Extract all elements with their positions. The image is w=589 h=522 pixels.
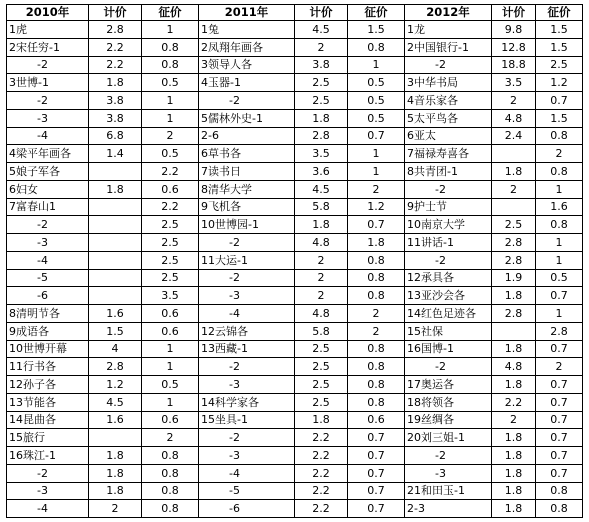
postage-2012: 0.8 [536, 216, 583, 234]
postage-2010: 0.8 [142, 500, 199, 518]
postage-2011: 0.8 [348, 269, 405, 287]
item-name-2012: 10南京大学 [405, 216, 492, 234]
item-name-2010: 15旅行 [7, 429, 89, 447]
item-name-2011: -2 [199, 358, 295, 376]
postage-2010: 0.8 [142, 464, 199, 482]
price-2010: 2 [89, 500, 142, 518]
item-name-2010: -3 [7, 482, 89, 500]
postage-2010: 1 [142, 92, 199, 110]
price-2012: 2.4 [492, 127, 536, 145]
price-2010: 3.8 [89, 92, 142, 110]
table-row [7, 305, 583, 323]
price-table [6, 4, 583, 518]
postage-2010: 1 [142, 109, 199, 127]
postage-2011: 1.5 [348, 21, 405, 39]
item-name-2010: -4 [7, 500, 89, 518]
table-row [7, 411, 583, 429]
item-name-2010: 4梁平年画各 [7, 145, 89, 163]
item-name-2011: 9飞机各 [199, 198, 295, 216]
item-name-2012: 7福禄寿喜各 [405, 145, 492, 163]
postage-2010: 0.6 [142, 411, 199, 429]
postage-2011: 2 [348, 180, 405, 198]
item-name-2012: 4音乐家各 [405, 92, 492, 110]
item-name-2010: -5 [7, 269, 89, 287]
item-name-2012: 12承具各 [405, 269, 492, 287]
postage-2010: 2.5 [142, 234, 199, 252]
price-2010 [89, 198, 142, 216]
price-2011: 3.8 [295, 56, 348, 74]
price-2011: 2.5 [295, 358, 348, 376]
item-name-2012: -3 [405, 464, 492, 482]
postage-2010: 1 [142, 393, 199, 411]
price-2011: 4.8 [295, 305, 348, 323]
item-name-2011: -2 [199, 234, 295, 252]
postage-2012: 1.5 [536, 109, 583, 127]
table-row [7, 216, 583, 234]
item-name-2012: 15社保 [405, 322, 492, 340]
price-2012: 3.5 [492, 74, 536, 92]
item-name-2010: -4 [7, 127, 89, 145]
item-name-2012: 8共青团-1 [405, 163, 492, 181]
item-name-2011: -2 [199, 269, 295, 287]
price-2012: 2.2 [492, 393, 536, 411]
price-2012: 2 [492, 92, 536, 110]
item-name-2012: 17奥运各 [405, 376, 492, 394]
table-row [7, 500, 583, 518]
price-2012: 2 [492, 180, 536, 198]
price-2011: 4.5 [295, 21, 348, 39]
item-name-2012: 2中国银行-1 [405, 38, 492, 56]
item-name-2012: 11讲话-1 [405, 234, 492, 252]
item-name-2012: -2 [405, 56, 492, 74]
item-name-2010: 1虎 [7, 21, 89, 39]
item-name-2012: 5太平鸟各 [405, 109, 492, 127]
postage-2012: 1 [536, 305, 583, 323]
item-name-2012: 14红色足迹各 [405, 305, 492, 323]
item-name-2012: -2 [405, 251, 492, 269]
price-2011: 2.8 [295, 127, 348, 145]
item-name-2010: -6 [7, 287, 89, 305]
item-name-2010: -2 [7, 216, 89, 234]
item-name-2010: 6妇女 [7, 180, 89, 198]
postage-2012: 0.8 [536, 500, 583, 518]
postage-2012: 0.5 [536, 269, 583, 287]
price-2010 [89, 429, 142, 447]
item-name-2010: 7富春山1 [7, 198, 89, 216]
table-row [7, 127, 583, 145]
postage-2012: 0.7 [536, 464, 583, 482]
postage-2010: 1 [142, 340, 199, 358]
item-name-2010: 8清明节各 [7, 305, 89, 323]
price-2011: 2.2 [295, 429, 348, 447]
price-2012: 2.8 [492, 251, 536, 269]
price-2010: 1.5 [89, 322, 142, 340]
price-2011: 2.2 [295, 482, 348, 500]
postage-2012: 0.7 [536, 429, 583, 447]
item-name-2010: -4 [7, 251, 89, 269]
postage-2010: 3.5 [142, 287, 199, 305]
postage-2011: 0.7 [348, 127, 405, 145]
item-name-2010: 5娘子军各 [7, 163, 89, 181]
item-name-2011: 5儒林外史-1 [199, 109, 295, 127]
item-name-2011: -6 [199, 500, 295, 518]
item-name-2011: 6草书各 [199, 145, 295, 163]
postage-2011: 1 [348, 163, 405, 181]
postage-2011: 0.6 [348, 411, 405, 429]
postage-2011: 0.8 [348, 393, 405, 411]
price-2010: 1.2 [89, 376, 142, 394]
table-row [7, 163, 583, 181]
postage-2012: 2.8 [536, 322, 583, 340]
postage-2012-header: 征价 [536, 5, 583, 21]
item-name-2011: -2 [199, 92, 295, 110]
price-2011: 3.5 [295, 145, 348, 163]
table-row [7, 180, 583, 198]
item-name-2010: -3 [7, 234, 89, 252]
price-2012: 2.8 [492, 234, 536, 252]
price-2010: 2.8 [89, 21, 142, 39]
postage-2010: 2.5 [142, 216, 199, 234]
postage-2012: 1.5 [536, 21, 583, 39]
table-body [7, 21, 583, 518]
postage-2010-header: 征价 [142, 5, 199, 21]
table-row [7, 464, 583, 482]
postage-2012: 0.8 [536, 163, 583, 181]
table-row [7, 92, 583, 110]
price-2011: 3.6 [295, 163, 348, 181]
table-row [7, 145, 583, 163]
item-name-2011: -3 [199, 376, 295, 394]
postage-2012: 0.7 [536, 393, 583, 411]
item-name-2011: 8清华大学 [199, 180, 295, 198]
item-name-2012: -2 [405, 447, 492, 465]
postage-2012: 1 [536, 180, 583, 198]
price-2011: 2.2 [295, 447, 348, 465]
price-2012: 2 [492, 411, 536, 429]
table-row [7, 74, 583, 92]
table-row [7, 393, 583, 411]
item-name-2012: 6亚太 [405, 127, 492, 145]
price-2011: 2 [295, 287, 348, 305]
item-name-2012: 2-3 [405, 500, 492, 518]
item-name-2010: 13节能各 [7, 393, 89, 411]
table-row [7, 21, 583, 39]
price-2012: 1.9 [492, 269, 536, 287]
item-name-2010: 14昆曲各 [7, 411, 89, 429]
postage-2011: 0.7 [348, 500, 405, 518]
postage-2010: 0.8 [142, 447, 199, 465]
price-2011: 5.8 [295, 198, 348, 216]
table-row [7, 429, 583, 447]
price-2012 [492, 198, 536, 216]
price-2011: 2.2 [295, 464, 348, 482]
postage-2010: 0.6 [142, 322, 199, 340]
item-name-2010: -2 [7, 464, 89, 482]
item-name-2011: 7读书日 [199, 163, 295, 181]
postage-2011: 2 [348, 322, 405, 340]
table-row [7, 38, 583, 56]
item-name-2012: 18将领各 [405, 393, 492, 411]
price-2011: 2 [295, 251, 348, 269]
postage-2010: 2.2 [142, 163, 199, 181]
price-2012: 4.8 [492, 109, 536, 127]
postage-2012: 0.8 [536, 482, 583, 500]
postage-2010: 0.5 [142, 74, 199, 92]
postage-2012: 2 [536, 145, 583, 163]
postage-2012: 0.7 [536, 411, 583, 429]
table-row [7, 198, 583, 216]
price-2010: 4.5 [89, 393, 142, 411]
postage-2012: 0.8 [536, 127, 583, 145]
item-name-2010: 11行书各 [7, 358, 89, 376]
postage-2012: 0.7 [536, 376, 583, 394]
price-2011: 2 [295, 269, 348, 287]
postage-2012: 1 [536, 234, 583, 252]
price-2012: 18.8 [492, 56, 536, 74]
price-2011: 1.8 [295, 411, 348, 429]
postage-2010: 2.5 [142, 269, 199, 287]
price-2010: 1.8 [89, 74, 142, 92]
price-2012: 9.8 [492, 21, 536, 39]
price-2010 [89, 269, 142, 287]
price-2012: 1.8 [492, 163, 536, 181]
table-row [7, 447, 583, 465]
postage-2010: 2 [142, 429, 199, 447]
item-name-2011: -2 [199, 429, 295, 447]
price-2010: 1.8 [89, 447, 142, 465]
postage-2011: 0.8 [348, 358, 405, 376]
price-2010: 1.6 [89, 411, 142, 429]
postage-2011: 0.5 [348, 109, 405, 127]
postage-2010: 0.8 [142, 482, 199, 500]
item-name-2011: -3 [199, 447, 295, 465]
price-2012 [492, 322, 536, 340]
table-row [7, 322, 583, 340]
postage-2012: 2.5 [536, 56, 583, 74]
price-2011: 2.5 [295, 92, 348, 110]
price-2012-header: 计价 [492, 5, 536, 21]
postage-2010: 1 [142, 21, 199, 39]
price-2010-header: 计价 [89, 5, 142, 21]
price-2010 [89, 251, 142, 269]
postage-2010: 0.5 [142, 145, 199, 163]
item-name-2011: 10世博园-1 [199, 216, 295, 234]
item-name-2012: -2 [405, 358, 492, 376]
price-2010 [89, 234, 142, 252]
price-2011: 2.5 [295, 376, 348, 394]
item-name-2011: 12云锦各 [199, 322, 295, 340]
price-2010: 3.8 [89, 109, 142, 127]
price-2012: 1.8 [492, 376, 536, 394]
postage-2010: 0.6 [142, 180, 199, 198]
postage-2010: 0.6 [142, 305, 199, 323]
postage-2011: 0.7 [348, 447, 405, 465]
postage-2011: 1.8 [348, 234, 405, 252]
item-name-2011: 2凤翔年画各 [199, 38, 295, 56]
item-name-2011: 4玉器-1 [199, 74, 295, 92]
price-2012: 12.8 [492, 38, 536, 56]
item-name-2012: 16国博-1 [405, 340, 492, 358]
table-row [7, 340, 583, 358]
postage-2011: 0.8 [348, 340, 405, 358]
price-2012: 1.8 [492, 429, 536, 447]
price-2010: 2.2 [89, 56, 142, 74]
postage-2010: 1 [142, 358, 199, 376]
item-name-2010: -3 [7, 109, 89, 127]
table-row [7, 234, 583, 252]
item-name-2010: 2宋任穷-1 [7, 38, 89, 56]
price-2012: 4.8 [492, 358, 536, 376]
price-2010: 6.8 [89, 127, 142, 145]
item-name-2010: 3世博-1 [7, 74, 89, 92]
postage-2011: 1 [348, 56, 405, 74]
price-2011: 2.5 [295, 74, 348, 92]
price-2010 [89, 287, 142, 305]
postage-2012: 0.7 [536, 92, 583, 110]
item-name-2011: 14科学家各 [199, 393, 295, 411]
price-2012: 1.8 [492, 287, 536, 305]
price-2012 [492, 145, 536, 163]
item-name-2010: 12孙子各 [7, 376, 89, 394]
price-2012: 1.8 [492, 447, 536, 465]
table-row [7, 251, 583, 269]
price-2011: 2.5 [295, 393, 348, 411]
year-2012-header: 2012年 [405, 5, 492, 21]
postage-2011: 0.8 [348, 38, 405, 56]
price-table-container [6, 4, 582, 518]
price-2012: 1.8 [492, 464, 536, 482]
item-name-2011: -4 [199, 464, 295, 482]
postage-2011: 0.5 [348, 74, 405, 92]
price-2010 [89, 216, 142, 234]
postage-2011: 0.7 [348, 464, 405, 482]
postage-2010: 2.5 [142, 251, 199, 269]
item-name-2011: 15坐具-1 [199, 411, 295, 429]
item-name-2011: -5 [199, 482, 295, 500]
postage-2011: 0.8 [348, 251, 405, 269]
postage-2012: 0.7 [536, 340, 583, 358]
postage-2011-header: 征价 [348, 5, 405, 21]
item-name-2011: 13西藏-1 [199, 340, 295, 358]
price-2010 [89, 163, 142, 181]
table-row [7, 287, 583, 305]
price-2011-header: 计价 [295, 5, 348, 21]
postage-2012: 0.7 [536, 447, 583, 465]
postage-2012: 0.7 [536, 287, 583, 305]
price-2010: 2.8 [89, 358, 142, 376]
item-name-2011: -3 [199, 287, 295, 305]
postage-2012: 2 [536, 358, 583, 376]
price-2011: 4.8 [295, 234, 348, 252]
item-name-2010: -2 [7, 92, 89, 110]
item-name-2012: 19丝绸各 [405, 411, 492, 429]
postage-2011: 0.8 [348, 287, 405, 305]
postage-2012: 1.5 [536, 38, 583, 56]
item-name-2012: 3中华书局 [405, 74, 492, 92]
postage-2010: 0.8 [142, 56, 199, 74]
price-2010: 1.8 [89, 482, 142, 500]
table-row [7, 376, 583, 394]
table-row [7, 482, 583, 500]
item-name-2010: 10世博开幕 [7, 340, 89, 358]
price-2010: 1.8 [89, 180, 142, 198]
price-2012: 1.8 [492, 482, 536, 500]
item-name-2012: 21和田玉-1 [405, 482, 492, 500]
item-name-2012: 13亚沙会各 [405, 287, 492, 305]
item-name-2010: -2 [7, 56, 89, 74]
postage-2011: 1 [348, 145, 405, 163]
item-name-2011: 11大运-1 [199, 251, 295, 269]
price-2011: 2 [295, 38, 348, 56]
item-name-2011: -4 [199, 305, 295, 323]
postage-2011: 0.8 [348, 376, 405, 394]
price-2012: 1.8 [492, 500, 536, 518]
table-row [7, 109, 583, 127]
item-name-2012: 20刘三姐-1 [405, 429, 492, 447]
item-name-2012: -2 [405, 180, 492, 198]
price-2010: 4 [89, 340, 142, 358]
year-2011-header: 2011年 [199, 5, 295, 21]
item-name-2011: 1兔 [199, 21, 295, 39]
price-2012: 2.5 [492, 216, 536, 234]
price-2012: 1.8 [492, 340, 536, 358]
price-2011: 1.8 [295, 216, 348, 234]
price-2011: 4.5 [295, 180, 348, 198]
header-row [7, 5, 583, 21]
item-name-2011: 2-6 [199, 127, 295, 145]
postage-2010: 0.5 [142, 376, 199, 394]
postage-2010: 2.2 [142, 198, 199, 216]
year-2010-header: 2010年 [7, 5, 89, 21]
postage-2011: 1.2 [348, 198, 405, 216]
table-row [7, 269, 583, 287]
price-2011: 5.8 [295, 322, 348, 340]
postage-2011: 0.5 [348, 92, 405, 110]
price-2012: 2.8 [492, 305, 536, 323]
price-2011: 2.2 [295, 500, 348, 518]
postage-2010: 0.8 [142, 38, 199, 56]
item-name-2012: 1龙 [405, 21, 492, 39]
price-2011: 2.5 [295, 340, 348, 358]
postage-2011: 0.7 [348, 482, 405, 500]
price-2010: 1.4 [89, 145, 142, 163]
item-name-2012: 9护士节 [405, 198, 492, 216]
price-2010: 1.8 [89, 464, 142, 482]
item-name-2010: 9成语各 [7, 322, 89, 340]
price-2010: 1.6 [89, 305, 142, 323]
postage-2011: 2 [348, 305, 405, 323]
postage-2011: 0.7 [348, 216, 405, 234]
item-name-2010: 16珠江-1 [7, 447, 89, 465]
table-row [7, 358, 583, 376]
postage-2012: 1.6 [536, 198, 583, 216]
postage-2011: 0.7 [348, 429, 405, 447]
table-row [7, 56, 583, 74]
postage-2012: 1.2 [536, 74, 583, 92]
price-2010: 2.2 [89, 38, 142, 56]
price-2011: 1.8 [295, 109, 348, 127]
postage-2010: 2 [142, 127, 199, 145]
item-name-2011: 3领导人各 [199, 56, 295, 74]
postage-2012: 1 [536, 251, 583, 269]
